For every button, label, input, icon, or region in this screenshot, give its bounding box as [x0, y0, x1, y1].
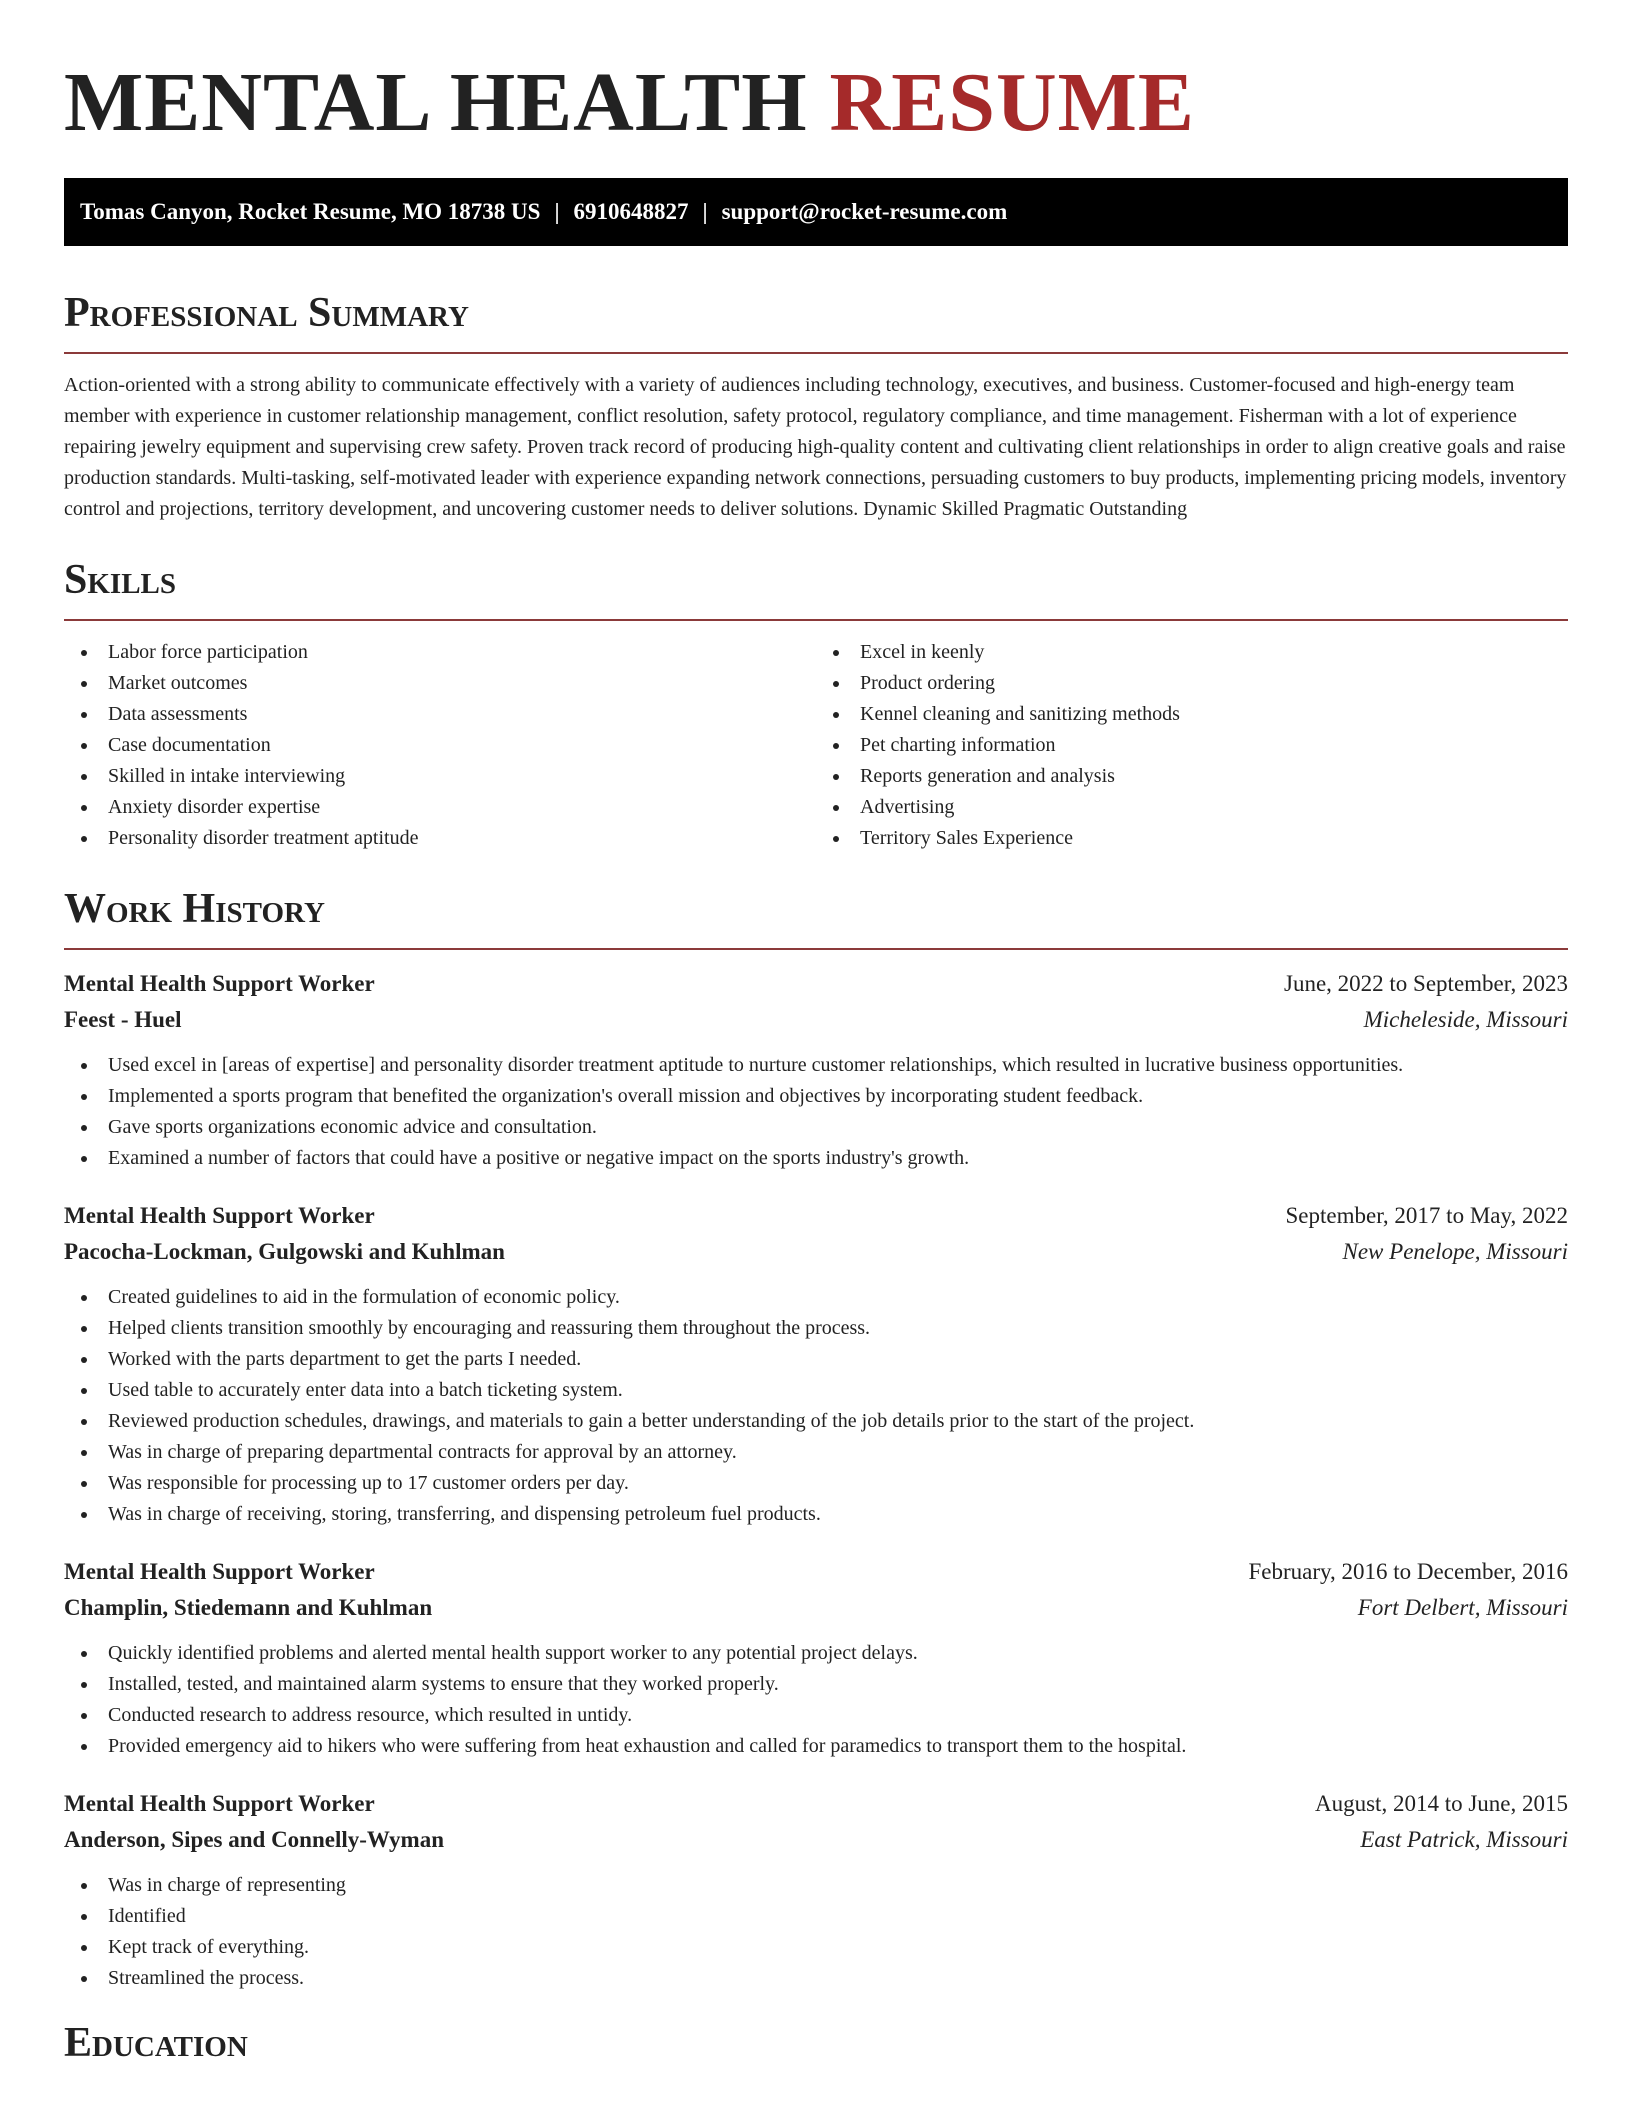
job-company: Feest - Huel	[64, 1007, 182, 1032]
job-bullet: Created guidelines to aid in the formulation of economic policy.	[64, 1282, 1568, 1313]
job-dates: February, 2016 to December, 2016	[1248, 1559, 1568, 1584]
job-company: Anderson, Sipes and Connelly-Wyman	[64, 1827, 445, 1852]
job-header-row	[64, 1786, 1568, 1822]
section-heading-summary: Professional Summary	[64, 290, 469, 336]
job-bullet-list	[64, 1870, 1568, 1994]
job-bullet: Installed, tested, and maintained alarm systems to ensure that they worked properly.	[64, 1669, 1568, 1700]
job-bullet: Streamlined the process.	[64, 1963, 1568, 1994]
section-divider	[64, 352, 1568, 354]
contact-separator: |	[554, 199, 560, 224]
job-entry	[64, 1786, 1568, 1994]
job-location: Micheleside, Missouri	[1363, 1007, 1568, 1032]
contact-address: Tomas Canyon, Rocket Resume, MO 18738 US	[80, 199, 541, 224]
contact-bar	[64, 178, 1568, 246]
job-bullet: Was in charge of preparing departmental contracts for approval by an attorney.	[64, 1437, 1568, 1468]
skills-list-left	[64, 637, 816, 854]
job-entry	[64, 966, 1568, 1174]
skill-item: Personality disorder treatment aptitude	[64, 823, 816, 854]
skill-item: Advertising	[816, 792, 1568, 823]
job-entry	[64, 1554, 1568, 1762]
skill-item: Anxiety disorder expertise	[64, 792, 816, 823]
job-title: Mental Health Support Worker	[64, 1559, 375, 1584]
skill-item: Pet charting information	[816, 730, 1568, 761]
job-dates: June, 2022 to September, 2023	[1284, 971, 1568, 996]
job-bullet: Used excel in [areas of expertise] and personality disorder treatment aptitude to nurture customer relationships, which resulted in lucrative business opportunities.	[64, 1050, 1568, 1081]
section-divider	[64, 948, 1568, 950]
job-company: Champlin, Stiedemann and Kuhlman	[64, 1595, 433, 1620]
job-title: Mental Health Support Worker	[64, 1203, 375, 1228]
contact-email[interactable]: support@rocket-resume.com	[721, 199, 1008, 224]
skill-item: Reports generation and analysis	[816, 761, 1568, 792]
job-bullet: Provided emergency aid to hikers who were suffering from heat exhaustion and called for paramedics to transport them to the hospital.	[64, 1731, 1568, 1762]
skills-list-right	[816, 637, 1568, 854]
job-entry	[64, 1198, 1568, 1530]
job-dates: August, 2014 to June, 2015	[1315, 1791, 1568, 1816]
job-bullet-list	[64, 1282, 1568, 1530]
job-bullet: Used table to accurately enter data into a batch ticketing system.	[64, 1375, 1568, 1406]
resume-title-main: MENTAL HEALTH	[64, 56, 808, 149]
job-header-row	[64, 966, 1568, 1002]
skill-item: Case documentation	[64, 730, 816, 761]
skill-item: Market outcomes	[64, 668, 816, 699]
summary-text: Action-oriented with a strong ability to communicate effectively with a variety of audiences including technology, executives, and business. Customer-focused and high-energy team member with experience in customer relationship management, conflict resolution, safety protocol, regulatory compliance, and time management. Fisherman with a lot of experience repairing jewelry equipment and supervising crew safety. Proven track record of producing high-quality content and cultivating client relationships in order to align creative goals and raise production standards. Multi-tasking, self-motivated leader with experience expanding network connections, persuading customers to buy products, implementing pricing models, inventory control and projections, territory development, and uncovering customer needs to deliver solutions. Dynamic Skilled Pragmatic Outstanding	[64, 374, 1567, 520]
job-bullet: Was in charge of representing	[64, 1870, 1568, 1901]
job-bullet-list	[64, 1638, 1568, 1762]
job-bullet: Worked with the parts department to get the parts I needed.	[64, 1344, 1568, 1375]
job-company-row	[64, 1234, 1568, 1270]
job-bullet: Examined a number of factors that could have a positive or negative impact on the sports industry's growth.	[64, 1143, 1568, 1174]
job-company: Pacocha-Lockman, Gulgowski and Kuhlman	[64, 1239, 505, 1264]
education-section	[64, 2018, 1568, 2068]
section-heading-skills: Skills	[64, 557, 177, 603]
job-bullet: Conducted research to address resource, which resulted in untidy.	[64, 1700, 1568, 1731]
job-bullet-list	[64, 1050, 1568, 1174]
skill-item: Territory Sales Experience	[816, 823, 1568, 854]
skill-item: Product ordering	[816, 668, 1568, 699]
job-bullet: Gave sports organizations economic advice and consultation.	[64, 1112, 1568, 1143]
job-bullet: Implemented a sports program that benefited the organization's overall mission and objectives by incorporating student feedback.	[64, 1081, 1568, 1112]
skill-item: Excel in keenly	[816, 637, 1568, 668]
job-header-row	[64, 1554, 1568, 1590]
job-bullet: Reviewed production schedules, drawings, and materials to gain a better understanding of the job details prior to the start of the project.	[64, 1406, 1568, 1437]
work-history-section	[64, 884, 1568, 1994]
job-bullet: Was responsible for processing up to 17 customer orders per day.	[64, 1468, 1568, 1499]
job-location: New Penelope, Missouri	[1342, 1239, 1568, 1264]
contact-separator: |	[702, 199, 708, 224]
section-heading-education: Education	[64, 2020, 248, 2066]
resume-title-accent: RESUME	[829, 56, 1195, 149]
job-company-row	[64, 1590, 1568, 1626]
job-bullet: Kept track of everything.	[64, 1932, 1568, 1963]
skills-grid	[64, 637, 1568, 854]
job-bullet: Identified	[64, 1901, 1568, 1932]
section-divider	[64, 619, 1568, 621]
job-location: East Patrick, Missouri	[1360, 1827, 1568, 1852]
contact-phone[interactable]: 6910648827	[573, 199, 689, 224]
professional-summary-section	[64, 288, 1568, 525]
job-header-row	[64, 1198, 1568, 1234]
job-title: Mental Health Support Worker	[64, 1791, 375, 1816]
job-bullet: Helped clients transition smoothly by encouraging and reassuring them throughout the process.	[64, 1313, 1568, 1344]
section-heading-work-history: Work History	[64, 886, 325, 932]
job-bullet: Quickly identified problems and alerted mental health support worker to any potential project delays.	[64, 1638, 1568, 1669]
job-bullet: Was in charge of receiving, storing, transferring, and dispensing petroleum fuel products.	[64, 1499, 1568, 1530]
job-company-row	[64, 1002, 1568, 1038]
job-location: Fort Delbert, Missouri	[1357, 1595, 1568, 1620]
skill-item: Kennel cleaning and sanitizing methods	[816, 699, 1568, 730]
job-dates: September, 2017 to May, 2022	[1285, 1203, 1568, 1228]
skills-section	[64, 555, 1568, 854]
job-company-row	[64, 1822, 1568, 1858]
resume-title	[64, 0, 1568, 148]
skill-item: Data assessments	[64, 699, 816, 730]
job-title: Mental Health Support Worker	[64, 971, 375, 996]
skill-item: Labor force participation	[64, 637, 816, 668]
skill-item: Skilled in intake interviewing	[64, 761, 816, 792]
